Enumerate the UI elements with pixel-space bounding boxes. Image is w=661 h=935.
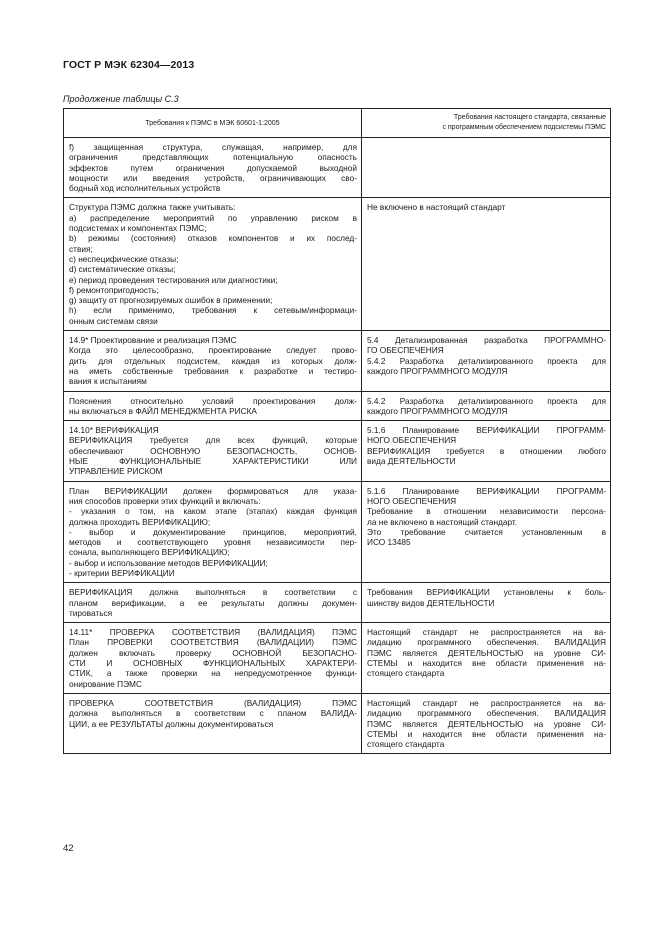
cell-text-line: g) защиту от прогнозируемых ошибок в применении; <box>69 295 273 306</box>
standard-requirement-cell <box>362 481 611 583</box>
cell-text-line: - указания о том, на каком этапе (этапах) каждая функция <box>69 506 357 517</box>
iec-requirement-cell <box>64 623 362 694</box>
iec-requirement-cell <box>64 421 362 481</box>
cell-text-line: 5.4.2 Разработка детализированного проекта для <box>367 395 606 406</box>
iec-requirement-cell <box>64 138 362 198</box>
cell-text-line: НЫЕ ФУНКЦИОНАЛЬНЫЕ ХАРАКТЕРИСТИКИ ИЛИ <box>69 456 357 467</box>
cell-text-line: - критерии ВЕРИФИКАЦИИ <box>69 567 175 578</box>
cell-text-line: Когда это целесообразно, проектирование следует прово- <box>69 345 357 356</box>
standard-requirement-cell <box>362 198 611 331</box>
cell-text-line: НОГО ОБЕСПЕЧЕНИЯ <box>367 495 457 506</box>
cell-text-line: УПРАВЛЕНИЕ РИСКОМ <box>69 466 163 477</box>
standard-requirement-cell <box>362 583 611 623</box>
standard-requirement-cell <box>362 421 611 481</box>
cell-text-line: ствия; <box>69 243 93 254</box>
cell-text-line: Структура ПЭМС должна также учитывать: <box>69 202 236 213</box>
cell-text-line: ПРОВЕРКА СООТВЕТСТВИЯ (ВАЛИДАЦИЯ) ПЭМС <box>69 697 357 708</box>
table-row <box>64 481 611 583</box>
cell-text-line: стоящего стандарта <box>367 739 445 750</box>
standard-requirement-cell <box>362 331 611 391</box>
cell-text-line: c) неспецифические отказы; <box>69 253 179 264</box>
cell-text-line: e) период проведения тестирования или диагностики; <box>69 274 278 285</box>
cell-text-line: СТИ И ОСНОВНЫХ ФУНКЦИОНАЛЬНЫХ ХАРАКТЕРИ- <box>69 658 357 669</box>
iec-requirement-cell <box>64 198 362 331</box>
cell-text-line: ЦИИ, а ее РЕЗУЛЬТАТЫ должны документироваться <box>69 718 274 729</box>
cell-text-line: b) режимы (состояния) отказов компонентов и их послед- <box>69 233 357 244</box>
cell-text-line: СТЕМЫ и находится вне области применения на- <box>367 728 606 739</box>
cell-text-line: должен включать проверку ОСНОВНОЙ БЕЗОПАСНО- <box>69 647 357 658</box>
cell-text-line: лидацию программного обеспечения. ВАЛИДАЦИЯ <box>367 637 606 648</box>
cell-text-line: методов и соответствующего уровня независимости пер- <box>69 537 357 548</box>
cell-text-line: ВЕРИФИКАЦИЯ должна выполняться в соответствии с <box>69 587 357 598</box>
table-row <box>64 693 611 753</box>
cell-text-line: ны включаться в ФАЙЛ МЕНЕДЖМЕНТА РИСКА <box>69 405 257 416</box>
cell-text-line: стоящего стандарта <box>367 668 445 679</box>
cell-text-line: - выбор и документирование принципов, мероприятий, <box>69 526 357 537</box>
cell-text-line: 5.1.6 Планирование ВЕРИФИКАЦИИ ПРОГРАММ- <box>367 485 606 496</box>
column-header-iec: Требования к ПЭМС в МЭК 60601-1:2005 <box>64 109 362 138</box>
cell-text-line: дить для отдельных подсистем, каждая из которых долж- <box>69 355 357 366</box>
cell-text-line: - выбор и использование методов ВЕРИФИКАЦИИ; <box>69 557 268 568</box>
cell-text-line: Требование в отношении независимости персона- <box>367 506 606 517</box>
cell-text-line: ИСО 13485 <box>367 537 411 548</box>
cell-text-line: мощности или введения устройств, ограничивающих сво- <box>69 172 357 183</box>
cell-text-line: Пояснения относительно условий проектирования долж- <box>69 395 357 406</box>
page-number: 42 <box>63 843 74 854</box>
cell-text-line: на иметь собственные требования к разработке и тестиро- <box>69 365 357 376</box>
cell-text-line: Требования ВЕРИФИКАЦИИ установлены к боль- <box>367 587 606 598</box>
cell-text-line: Это требование считается установленным в <box>367 526 606 537</box>
requirements-table <box>63 108 611 754</box>
cell-text-line: СТИК, а также проверки на непредусмотренное функци- <box>69 668 357 679</box>
table-row <box>64 583 611 623</box>
column-header-standard <box>362 109 611 138</box>
cell-text-line: эффектов путем ограничения допускаемой выходной <box>69 162 357 173</box>
cell-text-line: План ВЕРИФИКАЦИИ должен формироваться для указа- <box>69 485 357 496</box>
cell-text-line: ВЕРИФИКАЦИЯ требуется в отношении любого <box>367 445 606 456</box>
document-header: ГОСТ Р МЭК 62304—2013 <box>63 59 195 71</box>
table-row <box>64 331 611 391</box>
cell-text-line: лидацию программного обеспечения. ВАЛИДАЦИЯ <box>367 708 606 719</box>
standard-requirement-cell <box>362 138 611 198</box>
iec-requirement-cell <box>64 331 362 391</box>
table-caption: Продолжение таблицы С.3 <box>63 94 179 104</box>
cell-text-line: 14.11* ПРОВЕРКА СООТВЕТСТВИЯ (ВАЛИДАЦИЯ) ПЭМС <box>69 627 357 638</box>
cell-text-line: каждого ПРОГРАММНОГО МОДУЛЯ <box>367 405 508 416</box>
cell-text-line: подсистемах и компонентах ПЭМС; <box>69 223 207 234</box>
iec-requirement-cell <box>64 583 362 623</box>
cell-text-line: Настоящий стандарт не распространяется на ва- <box>367 697 606 708</box>
table-row <box>64 198 611 331</box>
cell-text-line: f) ремонтопригодность; <box>69 284 159 295</box>
table-body <box>64 138 611 754</box>
cell-text-line: a) распределение мероприятий по управлению риском в <box>69 212 357 223</box>
cell-text-line: 5.4 Детализированная разработка ПРОГРАММНО- <box>367 335 606 346</box>
cell-text-line: обеспечивают ОСНОВНУЮ БЕЗОПАСНОСТЬ, ОСНОВ- <box>69 445 357 456</box>
cell-text-line: ния способов проверки этих функций и включать: <box>69 495 261 506</box>
cell-text-line: сонала, выполняющего ВЕРИФИКАЦИЮ; <box>69 547 230 558</box>
cell-text-line: СТЕМЫ и находится вне области применения на- <box>367 658 606 669</box>
cell-text-line: вания к испытаниям <box>69 376 147 387</box>
table-header-row <box>64 109 611 138</box>
cell-text-line: ограничения представляющих потенциальную опасность <box>69 152 357 163</box>
cell-text-line: 5.1.6 Планирование ВЕРИФИКАЦИИ ПРОГРАММ- <box>367 425 606 436</box>
iec-requirement-cell <box>64 481 362 583</box>
cell-text-line: онным системам связи <box>69 315 158 326</box>
cell-text-line: Настоящий стандарт не распространяется на ва- <box>367 627 606 638</box>
cell-text-line: 14.10* ВЕРИФИКАЦИЯ <box>69 425 159 436</box>
iec-requirement-cell <box>64 693 362 753</box>
cell-text-line: ла не включено в настоящий стандарт. <box>367 516 518 527</box>
iec-requirement-cell <box>64 391 362 421</box>
table-row <box>64 421 611 481</box>
cell-text-line: вида ДЕЯТЕЛЬНОСТИ <box>367 456 456 467</box>
column-header-standard-line: Требования настоящего стандарта, связанные <box>453 114 606 121</box>
cell-text-line: Не включено в настоящий стандарт <box>367 202 506 213</box>
standard-requirement-cell <box>362 693 611 753</box>
cell-text-line: f) защищенная структура, служащая, например, для <box>69 142 357 152</box>
table-row <box>64 138 611 198</box>
column-header-standard-line: с программным обеспечением подсистемы ПЭМС <box>442 124 606 131</box>
cell-text-line: планом верификации, а ее результаты должны докумен- <box>69 597 357 608</box>
standard-requirement-cell <box>362 623 611 694</box>
cell-text-line: каждого ПРОГРАММНОГО МОДУЛЯ <box>367 365 508 376</box>
cell-text-line: План ПРОВЕРКИ СООТВЕТСТВИЯ (ВАЛИДАЦИИ) ПЭМС <box>69 637 357 648</box>
cell-text-line: ГО ОБЕСПЕЧЕНИЯ <box>367 345 444 356</box>
cell-text-line: шинству видов ДЕЯТЕЛЬНОСТИ <box>367 597 495 608</box>
cell-text-line: бодный ход исполнительных устройств <box>69 183 221 194</box>
cell-text-line: d) систематические отказы; <box>69 264 176 275</box>
cell-text-line: НОГО ОБЕСПЕЧЕНИЯ <box>367 435 457 446</box>
cell-text-line: ПЭМС является ДЕЯТЕЛЬНОСТЬЮ на уровне СИ- <box>367 718 606 729</box>
table-row <box>64 391 611 421</box>
cell-text-line: ПЭМС является ДЕЯТЕЛЬНОСТЬЮ на уровне СИ- <box>367 647 606 658</box>
cell-text-line: тироваться <box>69 607 113 618</box>
standard-requirement-cell <box>362 391 611 421</box>
cell-text-line: h) если применимо, требования к сетевым/информаци- <box>69 305 357 316</box>
table-row <box>64 623 611 694</box>
cell-text-line: 5.4.2 Разработка детализированного проекта для <box>367 355 606 366</box>
cell-text-line: ВЕРИФИКАЦИЯ требуется для всех функций, которые <box>69 435 357 446</box>
cell-text-line: должна выполняться в соответствии с планом ВАЛИДА- <box>69 708 357 719</box>
cell-text-line: должна проходить ВЕРИФИКАЦИЮ; <box>69 516 211 527</box>
cell-text-line: 14.9* Проектирование и реализация ПЭМС <box>69 335 237 346</box>
cell-text-line: онирование ПЭМС <box>69 678 142 689</box>
